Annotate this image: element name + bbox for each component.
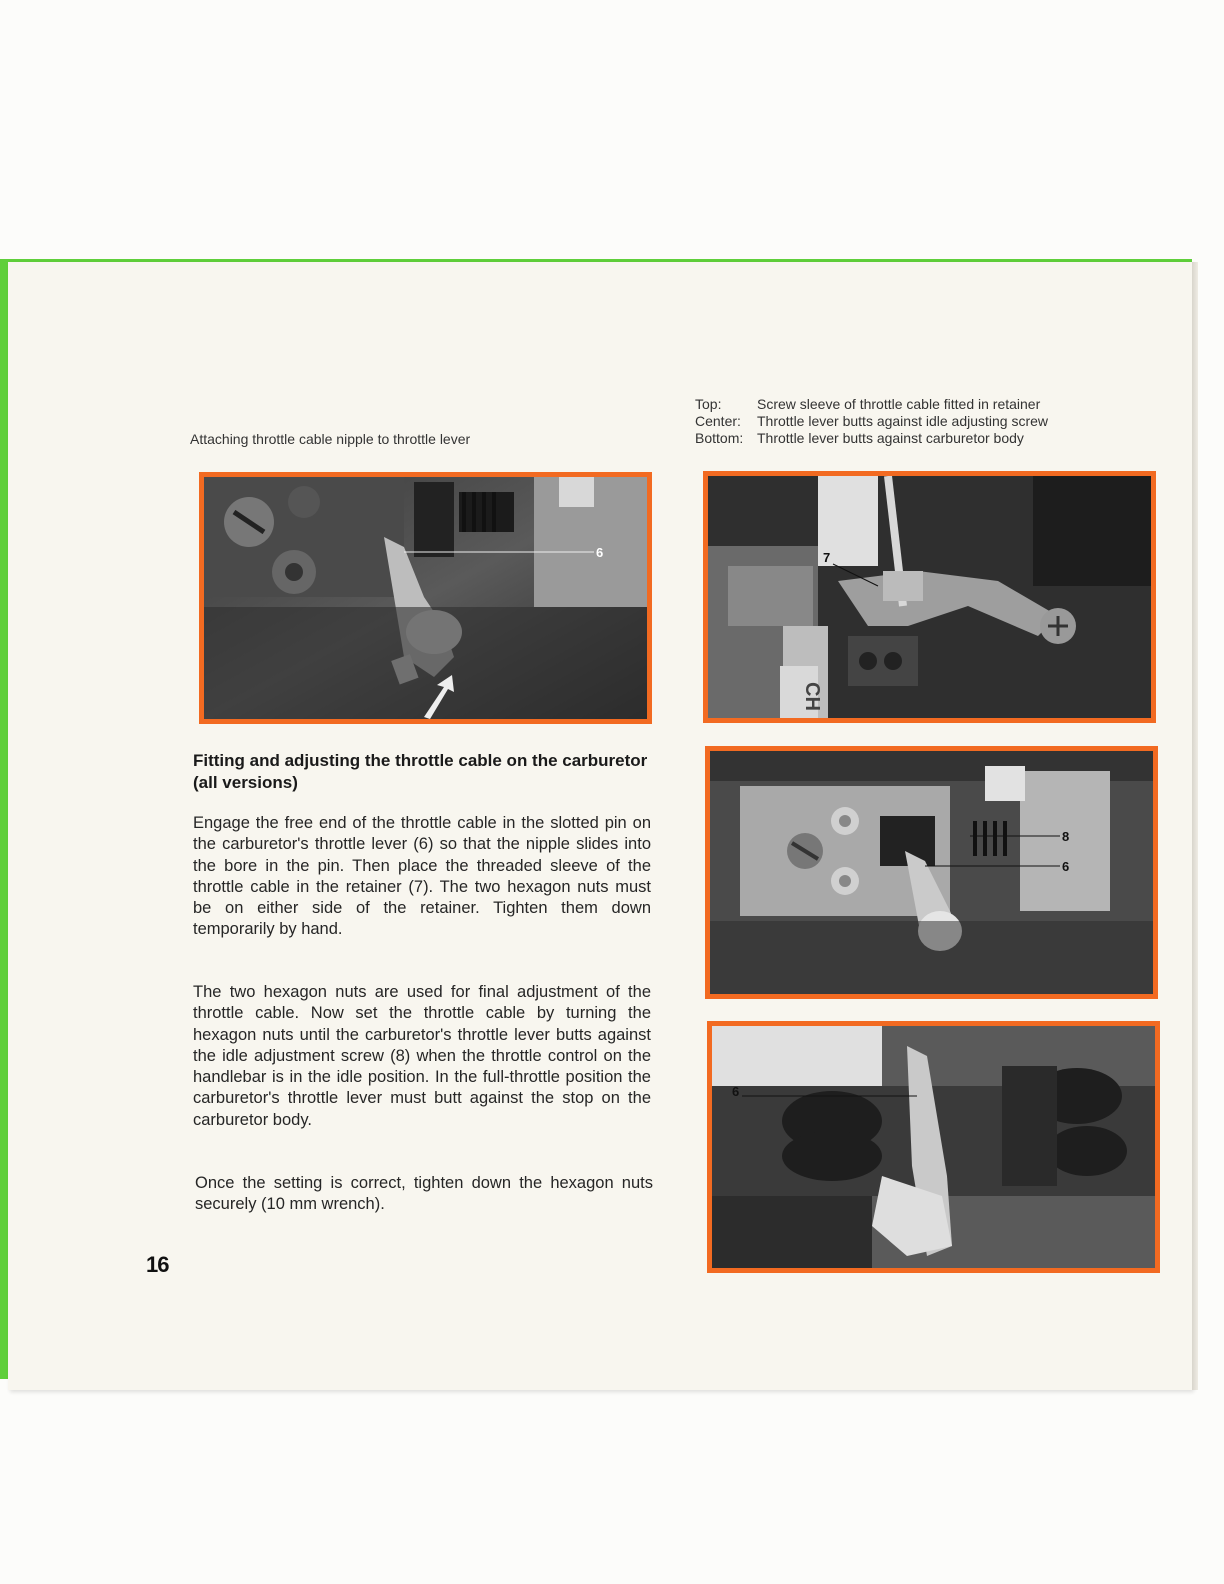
photo-caption-left: Attaching throttle cable nipple to throttle lever (190, 431, 471, 447)
caption-top-text: Screw sleeve of throttle cable fitted in retainer (757, 396, 1041, 412)
photo-screw-sleeve-retainer-image (708, 476, 1151, 718)
caption-center-label: Center: (695, 413, 741, 429)
photo-screw-sleeve-retainer (703, 471, 1156, 723)
paragraph-2: The two hexagon nuts are used for final adjustment of the throttle cable. Now set the throttle cable by turning the hexagon nuts until the carburetor's throttle lever butts against the idle adjustment screw (8) when the throttle control on the handlebar is in the idle position. In the full-throttle position the carburetor's throttle lever must butt against the stop on the carburetor body. (193, 983, 651, 1129)
photo-carburetor-body-stop-image (712, 1026, 1155, 1268)
photo-throttle-nipple-image (204, 477, 647, 719)
photo-idle-adjusting-screw-image (710, 751, 1153, 994)
page-number: 16 (146, 1252, 169, 1277)
paragraph-3: Once the setting is correct, tighten down the hexagon nuts securely (10 mm wrench). (195, 1174, 653, 1214)
callout-6-photo3: 6 (1062, 859, 1070, 874)
callout-6-photo1: 6 (596, 545, 604, 560)
section-heading: Fitting and adjusting the throttle cable on the carburetor (all versions) (193, 751, 648, 792)
callout-6-photo4: 6 (732, 1084, 740, 1099)
caption-bottom-label: Bottom: (695, 430, 744, 446)
photo-throttle-nipple (199, 472, 652, 724)
photo-idle-adjusting-screw (705, 746, 1158, 999)
photo-carburetor-body-stop (707, 1021, 1160, 1273)
callout-7-photo2: 7 (823, 550, 831, 565)
callout-8-photo3: 8 (1062, 829, 1070, 844)
green-edge-left (0, 259, 8, 1379)
caption-top-label: Top: (695, 396, 722, 412)
photo2-stamp: CH (801, 682, 823, 711)
caption-center-text: Throttle lever butts against idle adjusting screw (757, 413, 1049, 429)
paragraph-1: Engage the free end of the throttle cable in the slotted pin on the carburetor's throttle lever (6) so that the nipple slides into the bore in the pin. Then place the threaded sleeve of the throttle cable in the retainer (7). The two hexagon nuts must be on either side of the retainer. Tighten them down temporarily by hand. (193, 814, 651, 939)
photo-caption-right (695, 396, 1048, 447)
caption-bottom-text: Throttle lever butts against carburetor body (757, 430, 1024, 446)
page-right-edge (1192, 262, 1198, 1390)
